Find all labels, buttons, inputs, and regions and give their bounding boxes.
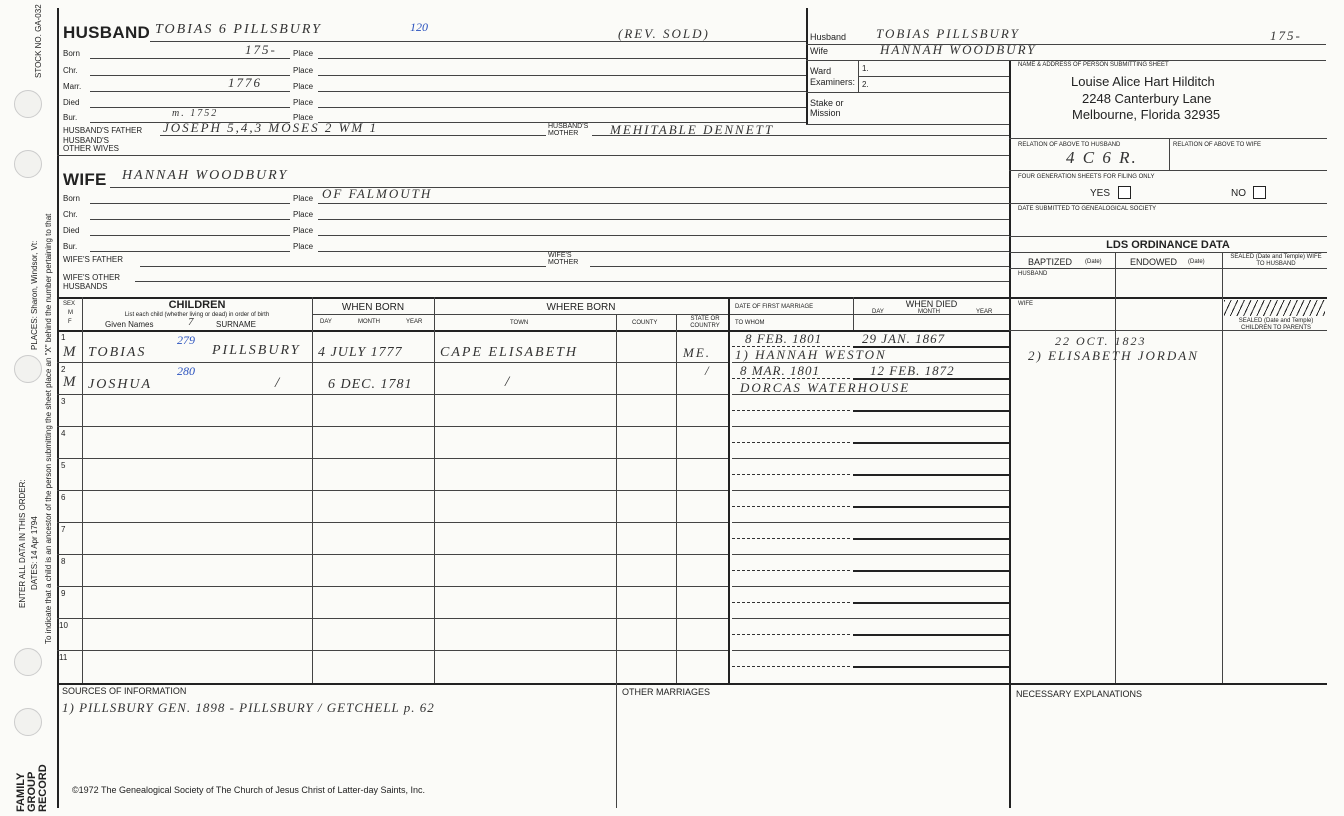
row-number: 1 bbox=[61, 333, 66, 342]
wife-other-husbands-label: WIFE'S OTHER HUSBANDS bbox=[63, 273, 121, 291]
punch-hole bbox=[14, 150, 42, 178]
date-submitted-label: DATE SUBMITTED TO GENEALOGICAL SOCIETY bbox=[1018, 206, 1157, 212]
child-spouse: DORCAS WATERHOUSE bbox=[740, 380, 911, 395]
husband-mother-label: HUSBAND'S MOTHER bbox=[548, 123, 589, 137]
place-label: Place bbox=[293, 113, 314, 122]
where-born-label: WHERE BORN bbox=[546, 302, 616, 313]
copyright: ©1972 The Genealogical Society of The Church of Jesus Christ of Latter-day Saints, Inc. bbox=[72, 785, 425, 795]
lds-other-marriage-date: 22 OCT. 1823 bbox=[1055, 334, 1147, 348]
wife-chr-label: Chr. bbox=[63, 210, 78, 219]
date-first-marriage-label: DATE OF FIRST MARRIAGE bbox=[735, 304, 814, 310]
wife-bur-label: Bur. bbox=[63, 242, 78, 251]
child-id: 279 bbox=[177, 333, 195, 347]
country-label: COUNTRY bbox=[690, 323, 720, 329]
yes-label: YES bbox=[1090, 188, 1111, 199]
month-label: MONTH bbox=[358, 319, 380, 325]
punch-hole bbox=[14, 648, 42, 676]
husband-born-label: Born bbox=[63, 49, 80, 58]
punch-hole bbox=[14, 355, 42, 383]
husband-died-label: Died bbox=[63, 98, 80, 107]
child-sex: M bbox=[63, 344, 78, 360]
examiners-label: Examiners: bbox=[810, 77, 856, 87]
ward-label: Ward bbox=[810, 66, 832, 76]
lds-endowed-date: (Date) bbox=[1188, 259, 1205, 265]
place-label: Place bbox=[293, 49, 314, 58]
four-gen-label: FOUR GENERATION SHEETS FOR FILING ONLY bbox=[1018, 174, 1155, 180]
husband-note: (REV. SOLD) bbox=[618, 26, 710, 41]
child-id: 280 bbox=[177, 364, 195, 378]
no-checkbox[interactable] bbox=[1253, 186, 1266, 199]
place-label: Place bbox=[293, 226, 314, 235]
ancestor-instruction: To indicate that a child is an ancestor of the person submitting the sheet place an "X" behind the number pertaining to that bbox=[44, 213, 53, 644]
row-number: 7 bbox=[61, 525, 66, 534]
punch-hole bbox=[14, 90, 42, 118]
child-state: / bbox=[705, 363, 711, 378]
lds-baptized: BAPTIZED bbox=[1028, 257, 1073, 267]
child-surname: PILLSBURY bbox=[212, 343, 301, 358]
relation-husband-value: 4 C 6 R. bbox=[1066, 148, 1138, 167]
husband-bur-note: m. 1752 bbox=[172, 108, 219, 119]
sex-m: M bbox=[68, 310, 73, 316]
child-given: JOSHUA bbox=[88, 377, 153, 392]
examiner-1: 1. bbox=[862, 64, 869, 73]
yes-checkbox[interactable] bbox=[1118, 186, 1131, 199]
given-mark: 7 bbox=[188, 316, 196, 328]
examiner-2: 2. bbox=[862, 80, 869, 89]
child-town: CAPE ELISABETH bbox=[440, 345, 579, 360]
sources-label: SOURCES OF INFORMATION bbox=[62, 686, 187, 696]
row-number: 11 bbox=[59, 653, 68, 662]
child-state: ME. bbox=[683, 345, 712, 360]
husband-marr-value: 1776 bbox=[228, 75, 262, 90]
row-number: 4 bbox=[61, 429, 66, 438]
when-born-label: WHEN BORN bbox=[341, 302, 405, 313]
child-marr-date: 8 FEB. 1801 bbox=[745, 331, 823, 346]
lds-endowed: ENDOWED bbox=[1130, 257, 1177, 267]
place-label: Place bbox=[293, 66, 314, 75]
husband-mother-value: MEHITABLE DENNETT bbox=[610, 122, 775, 137]
child-sex: M bbox=[63, 374, 78, 390]
rp-husband-year: 175- bbox=[1270, 28, 1302, 43]
child-marr-date: 8 MAR. 1801 bbox=[740, 363, 820, 378]
row-number: 6 bbox=[61, 493, 66, 502]
year-label: YEAR bbox=[406, 319, 423, 325]
lds-husband-row: HUSBAND bbox=[1018, 271, 1048, 277]
stock-number: STOCK NO. GA-032 bbox=[34, 4, 43, 78]
child-died: 12 FEB. 1872 bbox=[870, 363, 955, 378]
state-label: STATE OR bbox=[690, 316, 720, 322]
hatched-area bbox=[1224, 300, 1325, 316]
when-died-label: WHEN DIED bbox=[905, 299, 958, 309]
rp-wife-label: Wife bbox=[810, 46, 828, 56]
child-born: 4 JULY 1777 bbox=[318, 345, 403, 360]
husband-number: 120 bbox=[410, 20, 428, 34]
place-label: Place bbox=[293, 242, 314, 251]
died-month-label: MONTH bbox=[918, 309, 940, 315]
row-number: 8 bbox=[61, 557, 66, 566]
dates-instruction: DATES: 14 Apr 1794 bbox=[30, 516, 39, 590]
town-label: TOWN bbox=[510, 320, 529, 326]
children-instruction: List each child (whether living or dead) in order of birth bbox=[124, 312, 270, 318]
child-spouse: 1) HANNAH WESTON bbox=[735, 347, 887, 362]
husband-name: TOBIAS 6 PILLSBURY bbox=[155, 22, 322, 37]
wife-mother-label: WIFE'S MOTHER bbox=[548, 252, 579, 266]
surname-label: SURNAME bbox=[216, 320, 257, 329]
child-town: / bbox=[505, 374, 512, 390]
sex-f: F bbox=[68, 319, 72, 325]
family-group-record-title: FAMILY GROUP RECORD bbox=[15, 764, 49, 812]
lds-heading: LDS ORDINANCE DATA bbox=[1106, 239, 1230, 251]
rp-husband-label: Husband bbox=[810, 32, 847, 42]
mission-label: Mission bbox=[810, 108, 841, 118]
row-number: 10 bbox=[59, 621, 68, 630]
stake-label: Stake or bbox=[810, 98, 844, 108]
husband-born-value: 175- bbox=[245, 42, 277, 57]
given-names-label: Given Names bbox=[105, 320, 154, 329]
places-instruction: PLACES: Sharon, Windsor, Vt: bbox=[30, 240, 39, 350]
lds-wife-row: WIFE bbox=[1018, 301, 1033, 307]
child-died: 29 JAN. 1867 bbox=[862, 331, 946, 346]
to-whom-label: TO WHOM bbox=[735, 320, 765, 326]
husband-father-label: HUSBAND'S FATHER bbox=[63, 126, 143, 135]
explanations-label: NECESSARY EXPLANATIONS bbox=[1016, 689, 1143, 699]
husband-chr-label: Chr. bbox=[63, 66, 78, 75]
row-number: 5 bbox=[61, 461, 66, 470]
other-marriages-label: OTHER MARRIAGES bbox=[622, 687, 711, 697]
submitter-name: Louise Alice Hart Hilditch bbox=[1071, 74, 1215, 89]
wife-father-label: WIFE'S FATHER bbox=[63, 255, 124, 264]
row-number: 2 bbox=[61, 365, 66, 374]
rp-husband-value: TOBIAS PILLSBURY bbox=[876, 26, 1020, 41]
place-label: Place bbox=[293, 82, 314, 91]
place-label: Place bbox=[293, 98, 314, 107]
husband-other-wives-label: HUSBAND'S OTHER WIVES bbox=[63, 136, 120, 153]
relation-husband-label: RELATION OF ABOVE TO HUSBAND bbox=[1018, 142, 1121, 148]
husband-marr-label: Marr. bbox=[63, 82, 82, 91]
husband-heading: HUSBAND bbox=[63, 23, 151, 42]
lds-sealed-children: SEALED (Date and Temple) CHILDREN TO PARENTS bbox=[1238, 318, 1314, 331]
wife-died-label: Died bbox=[63, 226, 80, 235]
child-surname: / bbox=[275, 375, 282, 391]
row-number: 3 bbox=[61, 397, 66, 406]
lds-other-marriage-note: 2) ELISABETH JORDAN bbox=[1028, 348, 1199, 363]
lds-baptized-date: (Date) bbox=[1085, 259, 1102, 265]
submitter-heading: NAME & ADDRESS OF PERSON SUBMITTING SHEET bbox=[1018, 62, 1169, 68]
child-given: TOBIAS bbox=[88, 345, 147, 360]
sources-value: 1) PILLSBURY GEN. 1898 - PILLSBURY / GETCHELL p. 62 bbox=[62, 700, 435, 715]
county-label: COUNTY bbox=[632, 320, 658, 326]
husband-father-value: JOSEPH 5,4,3 MOSES 2 WM 1 bbox=[163, 120, 378, 135]
submitter-city: Melbourne, Florida 32935 bbox=[1072, 107, 1221, 122]
wife-name: HANNAH WOODBURY bbox=[122, 168, 289, 183]
husband-bur-label: Bur. bbox=[63, 113, 78, 122]
no-label: NO bbox=[1231, 188, 1246, 199]
relation-wife-label: RELATION OF ABOVE TO WIFE bbox=[1173, 142, 1262, 148]
place-label: Place bbox=[293, 210, 314, 219]
enter-data-instruction: ENTER ALL DATA IN THIS ORDER: bbox=[18, 479, 27, 608]
place-label: Place bbox=[293, 194, 314, 203]
row-number: 9 bbox=[61, 589, 66, 598]
day-label: DAY bbox=[320, 319, 332, 325]
sex-label: SEX bbox=[63, 301, 76, 307]
lds-sealed-wife: SEALED (Date and Temple) WIFE TO HUSBAND bbox=[1230, 254, 1322, 267]
wife-born-label: Born bbox=[63, 194, 80, 203]
children-heading: CHILDREN bbox=[168, 299, 226, 311]
wife-born-place: OF FALMOUTH bbox=[322, 186, 433, 201]
submitter-street: 2248 Canterbury Lane bbox=[1082, 91, 1212, 106]
died-year-label: YEAR bbox=[976, 309, 993, 315]
died-day-label: DAY bbox=[872, 309, 884, 315]
child-born: 6 DEC. 1781 bbox=[328, 377, 413, 392]
wife-heading: WIFE bbox=[63, 170, 107, 189]
rp-wife-value: HANNAH WOODBURY bbox=[880, 42, 1037, 57]
